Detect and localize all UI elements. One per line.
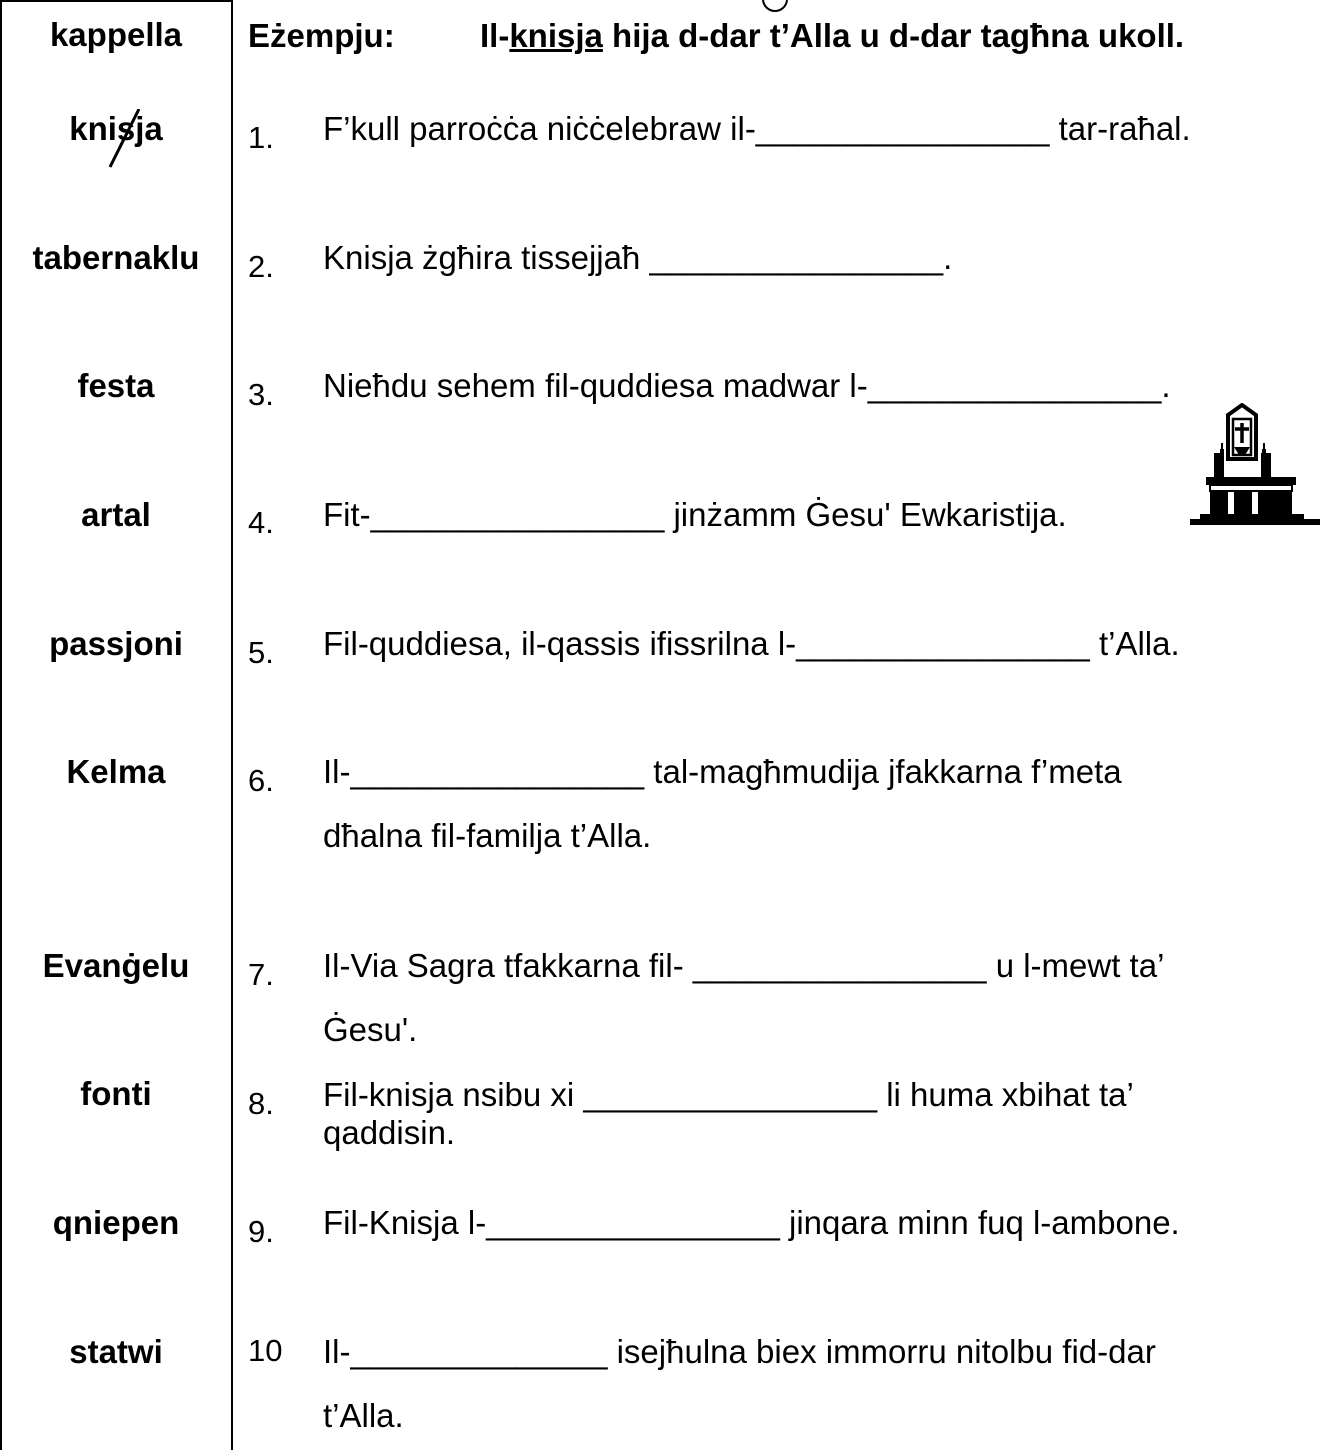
item-number: 10 [248,1333,283,1368]
word-bank-item: passjoni [49,625,183,662]
item-sentence: Fil-knisja nsibu xi ________________ li huma xbihat ta’ [323,1076,1134,1113]
item-sentence: Fil-quddiesa, il-qassis ifissrilna l-________________ t’Alla. [323,625,1180,662]
item-number: 1. [248,120,274,155]
item-sentence-continued: dħalna fil-familja t’Alla. [323,817,652,854]
word-bank-item: Evanġelu [42,947,190,984]
item-number: 2. [248,249,274,284]
example-label: Eżempju: [248,17,395,54]
item-sentence: Fit-________________ jinżamm Ġesu' Ewkaristija. [323,496,1067,533]
item-number: 4. [248,505,274,540]
example-line [248,16,1185,56]
item-number: 3. [248,377,274,412]
word-bank-item: Kelma [66,753,166,790]
example-sentence: Il-knisja hija d-dar t’Alla u d-dar tagħna ukoll. [480,17,1185,54]
item-sentence: Il-______________ isejħulna biex immorru nitolbu fid-dar [323,1333,1156,1370]
altar-icon [1190,403,1320,531]
item-sentence: Il-________________ tal-magħmudija jfakkarna f’meta [323,753,1122,790]
word-bank-item: kappella [49,16,183,53]
item-sentence: Knisja żgħira tissejjaħ ________________. [323,239,953,276]
word-bank-item: qniepen [52,1204,180,1241]
item-number: 5. [248,635,274,670]
top-left-border [0,0,232,2]
item-number: 8. [248,1086,274,1121]
item-sentence: F’kull parroċċa niċċelebraw il-________________ tar-raħal. [323,110,1191,147]
example-answer: knisja [509,17,603,54]
item-number: 9. [248,1214,274,1249]
strike-mark [0,109,232,189]
word-bank-item-crossed: knisja [0,109,232,149]
word-bank-item: tabernaklu [32,239,200,276]
item-number: 7. [248,957,274,992]
circle-icon [762,0,788,12]
word-bank-item: fonti [80,1075,152,1112]
item-number: 6. [248,763,274,798]
word-bank-item: festa [77,367,155,404]
item-sentence-continued: t’Alla. [323,1397,404,1434]
item-sentence-continued: Ġesu'. [323,1011,418,1048]
word-bank-item: artal [81,496,151,533]
item-sentence: Fil-Knisja l-________________ jinqara minn fuq l-ambone. [323,1204,1180,1241]
word-bank-item: statwi [69,1333,163,1370]
item-sentence-continued: qaddisin. [323,1114,456,1151]
item-sentence: Il-Via Sagra tfakkarna fil- ________________ u l-mewt ta’ [323,947,1165,984]
item-sentence: Nieħdu sehem fil-quddiesa madwar l-________________. [323,367,1171,404]
